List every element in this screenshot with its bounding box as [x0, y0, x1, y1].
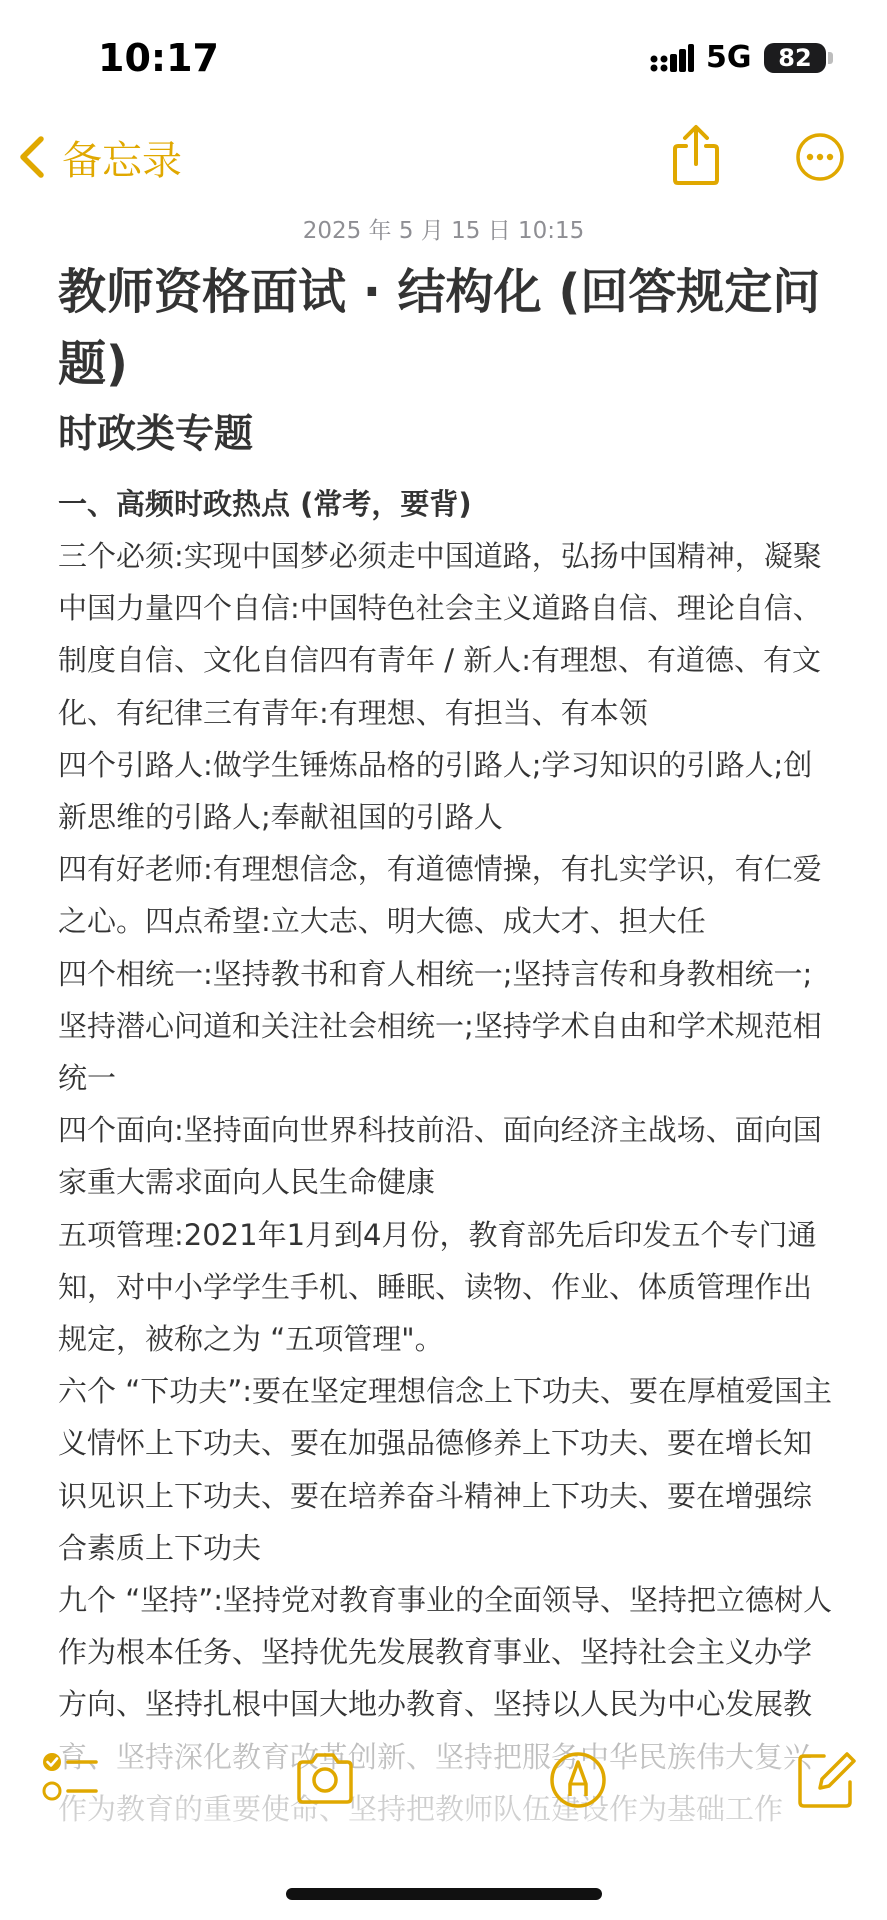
note-paragraph: 三个必须:实现中国梦必须走中国道路，弘扬中国精神，凝聚中国力量四个自信:中国特色社会主义道路自信、理论自信、制度自信、文化自信四有青年 / 新人:有理想、有道德、有文化、有纪律三有青年:有理想、有担当、有本领 — [58, 539, 822, 730]
note-paragraph: 九个 “坚持”:坚持党对教育事业的全面领导、坚持把立德树人作为根本任务、坚持优先发展教育事业、坚持社会主义办学方向、坚持扎根中国大地办教育、坚持以人民为中心发展教 — [58, 1583, 833, 1722]
home-indicator[interactable] — [286, 1888, 602, 1900]
back-label: 备忘录 — [62, 137, 182, 184]
note-subheading: 一、高频时政热点 (常考，要背) — [58, 487, 472, 521]
status-bar — [0, 0, 887, 110]
note-paragraph: 四个相统一:坚持教书和育人相统一;坚持言传和身教相统一;坚持潜心问道和关注社会相统一;坚持学术自由和学术规范相统一 — [58, 956, 822, 1096]
note-paragraph: 四个面向:坚持面向世界科技前沿、面向经济主战场、面向国家重大需求面向人民生命健康 — [58, 1113, 822, 1200]
camera-icon[interactable] — [293, 1748, 357, 1812]
note-paragraph: 五项管理:2021年1月到4月份，教育部先后印发五个专门通知，对中小学学生手机、睡眠、读物、作业、体质管理作出规定，被称之为 “五项管理"。 — [58, 1217, 817, 1357]
chevron-left-icon — [18, 135, 46, 179]
note-paragraph: 四个引路人:做学生锤炼品格的引路人;学习知识的引路人;创新思维的引路人;奉献祖国的引路人 — [58, 747, 813, 835]
note-date: 2025 年 5 月 15 日 10:15 — [302, 218, 585, 244]
battery-tip — [828, 52, 833, 64]
checklist-icon[interactable] — [40, 1748, 104, 1812]
more-icon[interactable] — [795, 132, 845, 182]
status-time: 10:17 — [98, 36, 219, 80]
note-heading: 时政类专题 — [58, 412, 254, 457]
network-type: 5G — [706, 40, 752, 75]
note-body[interactable] — [58, 256, 838, 1835]
back-button[interactable] — [18, 130, 182, 184]
note-paragraph: 六个 “下功夫”:要在坚定理想信念上下功夫、要在厚植爱国主义情怀上下功夫、要在加强品德修养上下功夫、要在增长知识见识上下功夫、要在培养奋斗精神上下功夫、要在增强综合素质上下功夫 — [58, 1374, 833, 1565]
markup-pen-icon[interactable] — [546, 1748, 610, 1812]
battery-icon — [764, 43, 826, 73]
note-title: 教师资格面试 · 结构化 (回答规定问题) — [58, 264, 821, 392]
share-icon[interactable] — [672, 124, 720, 186]
compose-icon[interactable] — [794, 1748, 858, 1812]
cellular-signal-icon — [650, 43, 694, 73]
bottom-toolbar — [0, 1748, 887, 1848]
note-paragraph: 四有好老师:有理想信念，有道德情操，有扎实学识，有仁爱之心。四点希望:立大志、明大德、成大才、担大任 — [58, 852, 822, 939]
battery-level: 82 — [778, 44, 812, 72]
